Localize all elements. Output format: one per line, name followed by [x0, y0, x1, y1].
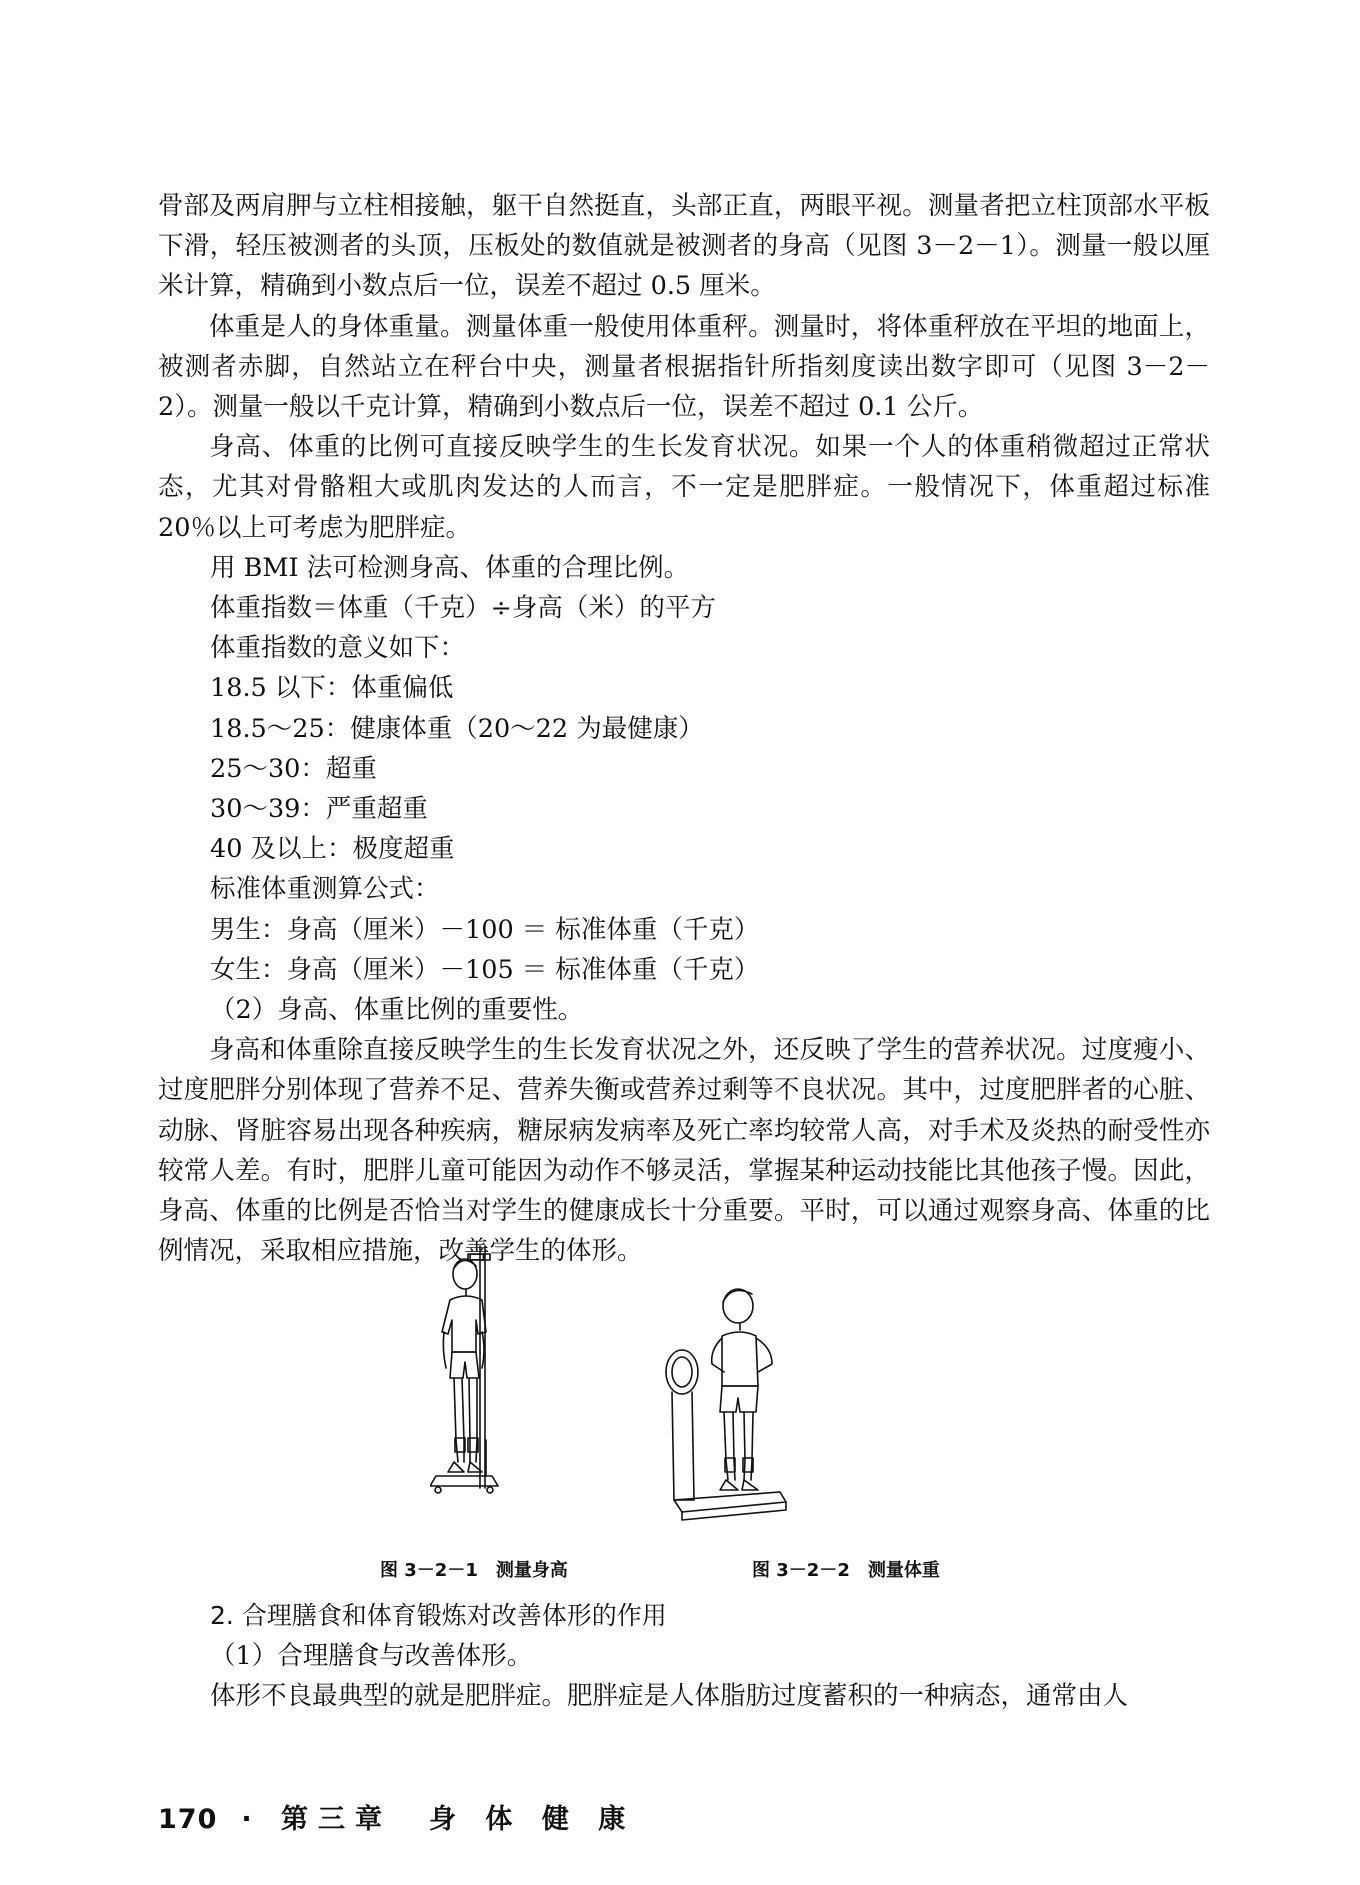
- height-measurement-illustration: [430, 1240, 540, 1530]
- bmi-range-severe: 30～39：严重超重: [210, 794, 428, 825]
- paragraph-ratio: 身高、体重的比例可直接反映学生的生长发育状况。如果一个人的体重稍微超过正常状态，尤其对骨骼粗大或肌肉发达的人而言，不一定是肥胖症。一般情况下，体重超过标准 20％以上可考虑为肥胖症。: [158, 432, 1210, 543]
- bmi-meaning-title: 体重指数的意义如下：: [210, 633, 466, 664]
- page-body: [158, 186, 1210, 1712]
- subheading-importance: （2）身高、体重比例的重要性。: [210, 995, 584, 1026]
- section-2-text: 体形不良最典型的就是肥胖症。肥胖症是人体脂肪过度蓄积的一种病态，通常由人: [210, 1681, 1129, 1712]
- section-2-subheading: （1）合理膳食与改善体形。: [210, 1641, 533, 1672]
- paragraph-weight-measure: 体重是人的身体重量。测量体重一般使用体重秤。测量时，将体重秤放在平坦的地面上，被测者赤脚，自然站立在秤台中央，测量者根据指针所指刻度读出数字即可（见图 3－2－2）。测量一般以千克计算，精确到小数点后一位，误差不超过 0.1 公斤。: [158, 311, 1210, 423]
- standard-weight-title: 标准体重测算公式：: [210, 874, 440, 905]
- standard-weight-female: 女生：身高（厘米）－105 ＝ 标准体重（千克）: [210, 954, 760, 985]
- bmi-range-low: 18.5 以下：体重偏低: [210, 673, 454, 704]
- page-number: 170: [158, 1804, 218, 1835]
- paragraph-importance: 身高和体重除直接反映学生的生长发育状况之外，还反映了学生的营养状况。过度瘦小、过度肥胖分别体现了营养不足、营养失衡或营养过剩等不良状况。其中，过度肥胖者的心脏、动脉、肾脏容易出现各种疾病，糖尿病发病率及死亡率均较常人高，对手术及炎热的耐受性亦较常人差。有时，肥胖儿童可能因为动作不够灵活，掌握某种运动技能比其他孩子慢。因此，身高、体重的比例是否恰当对学生的健康成长十分重要。平时，可以通过观察身高、体重的比例情况，采取相应措施，改善学生的体形。: [158, 1035, 1210, 1267]
- weight-measurement-illustration: [660, 1280, 800, 1530]
- bmi-range-over: 25～30：超重: [210, 753, 377, 784]
- figure-caption-height: 图 3－2－1 测量身高: [380, 1560, 568, 1581]
- figure-row: [158, 1240, 1210, 1540]
- page-footer: [158, 1797, 635, 1836]
- figure-caption-weight: 图 3－2－2 测量体重: [752, 1560, 940, 1581]
- chapter-title: · 第三章 身 体 健 康: [241, 1804, 636, 1835]
- section-2-heading: 2. 合理膳食和体育锻炼对改善体形的作用: [210, 1601, 667, 1630]
- bmi-range-normal: 18.5～25：健康体重（20～22 为最健康）: [210, 713, 704, 744]
- standard-weight-male: 男生：身高（厘米）－100 ＝ 标准体重（千克）: [210, 914, 760, 945]
- section-2: [158, 1596, 1210, 1717]
- bmi-intro: 用 BMI 法可检测身高、体重的合理比例。: [210, 552, 690, 583]
- bmi-formula: 体重指数＝体重（千克）÷身高（米）的平方: [210, 593, 716, 624]
- paragraph-height-measure: 骨部及两肩胛与立柱相接触，躯干自然挺直，头部正直，两眼平视。测量者把立柱顶部水平板下滑，轻压被测者的头顶，压板处的数值就是被测者的身高（见图 3－2－1）。测量一般以厘米计算，精确到小数点后一位，误差不超过 0.5 厘米。: [158, 191, 1210, 302]
- bmi-range-extreme: 40 及以上：极度超重: [210, 834, 455, 865]
